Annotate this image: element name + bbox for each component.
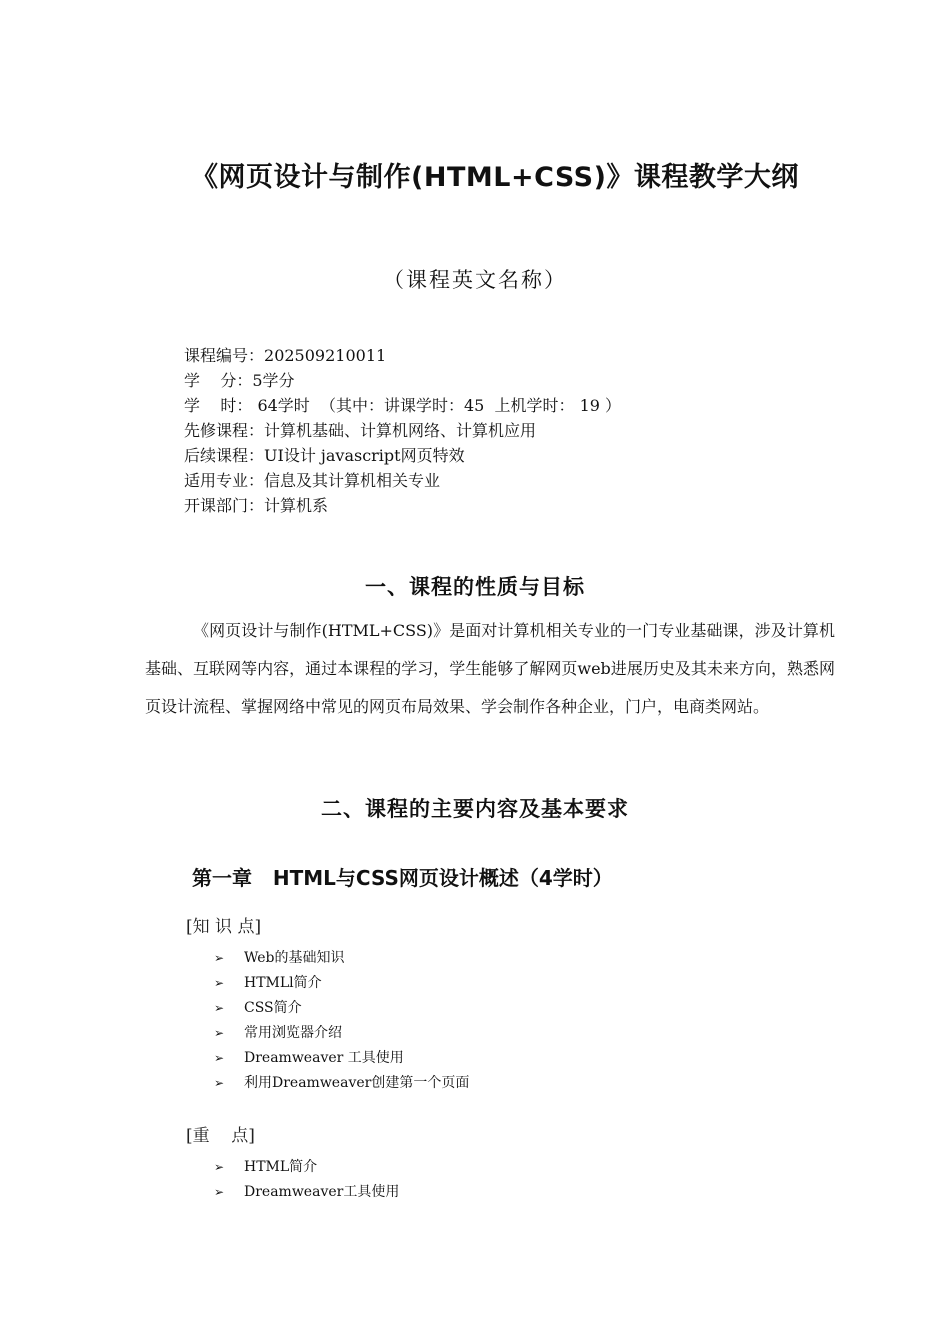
knowledge-points-label: [知 识 点] bbox=[186, 917, 262, 937]
chapter-heading: 第一章 HTML与CSS网页设计概述（4学时） bbox=[192, 866, 613, 890]
list-item-text: Dreamweaver 工具使用 bbox=[244, 1050, 404, 1066]
info-row-prerequisites bbox=[184, 418, 621, 443]
list-item bbox=[214, 1046, 469, 1071]
list-item bbox=[214, 946, 469, 971]
arrow-bullet-icon: ➢ bbox=[214, 976, 225, 990]
info-row-course-code bbox=[184, 343, 621, 368]
info-label: 先修课程： bbox=[184, 421, 265, 440]
info-value: 64学时 （其中：讲课学时：45 上机学时： 19 ） bbox=[252, 396, 622, 415]
info-row-follow-up bbox=[184, 443, 621, 468]
info-label: 适用专业： bbox=[184, 471, 265, 490]
list-item bbox=[214, 1155, 399, 1180]
list-item-text: Web的基础知识 bbox=[244, 950, 345, 966]
info-value: 计算机基础、计算机网络、计算机应用 bbox=[264, 421, 537, 440]
list-item-text: Dreamweaver工具使用 bbox=[244, 1184, 400, 1200]
arrow-bullet-icon: ➢ bbox=[214, 1160, 225, 1174]
document-subtitle: （课程英文名称） bbox=[383, 268, 567, 292]
info-label: 开课部门： bbox=[184, 496, 265, 515]
info-label: 课程编号： bbox=[184, 346, 265, 365]
list-item-text: HTMLl简介 bbox=[244, 975, 322, 991]
info-label: 后续课程： bbox=[184, 446, 265, 465]
arrow-bullet-icon: ➢ bbox=[214, 1051, 225, 1065]
arrow-bullet-icon: ➢ bbox=[214, 951, 225, 965]
arrow-bullet-icon: ➢ bbox=[214, 1001, 225, 1015]
info-value: UI设计 javascript网页特效 bbox=[264, 446, 465, 465]
info-value: 计算机系 bbox=[264, 496, 329, 515]
list-item-text: 常用浏览器介绍 bbox=[244, 1025, 342, 1041]
info-row-majors bbox=[184, 468, 621, 493]
list-item bbox=[214, 1071, 469, 1096]
arrow-bullet-icon: ➢ bbox=[214, 1076, 225, 1090]
info-value: 5学分 bbox=[252, 371, 295, 390]
key-points-label: [重 点] bbox=[186, 1126, 255, 1146]
info-value: 信息及其计算机相关专业 bbox=[264, 471, 441, 490]
info-label: 学 时： bbox=[184, 396, 253, 415]
document-title: 《网页设计与制作(HTML+CSS)》课程教学大纲 bbox=[191, 162, 799, 193]
key-points-list bbox=[214, 1155, 399, 1205]
info-value: 202509210011 bbox=[264, 346, 387, 365]
arrow-bullet-icon: ➢ bbox=[214, 1026, 225, 1040]
section-heading-nature-goals: 一、课程的性质与目标 bbox=[365, 575, 585, 599]
info-row-department bbox=[184, 493, 621, 518]
list-item bbox=[214, 1021, 469, 1046]
info-label: 学 分： bbox=[184, 371, 253, 390]
list-item-text: 利用Dreamweaver创建第一个页面 bbox=[244, 1075, 470, 1091]
list-item-text: HTML简介 bbox=[244, 1159, 318, 1175]
list-item bbox=[214, 1180, 399, 1205]
list-item-text: CSS简介 bbox=[244, 1000, 302, 1016]
list-item bbox=[214, 971, 469, 996]
course-info-block bbox=[184, 343, 621, 518]
info-row-hours bbox=[184, 393, 621, 418]
arrow-bullet-icon: ➢ bbox=[214, 1185, 225, 1199]
section-heading-main-content: 二、课程的主要内容及基本要求 bbox=[321, 797, 629, 821]
knowledge-points-list bbox=[214, 946, 469, 1096]
section-paragraph: 《网页设计与制作(HTML+CSS)》是面对计算机相关专业的一门专业基础课，涉及计算机基础、互联网等内容，通过本课程的学习，学生能够了解网页web进展历史及其未来方向，熟悉网页设计流程、掌握网络中常见的网页布局效果、学会制作各种企业，门户，电商类网站。 bbox=[145, 621, 835, 716]
info-row-credits bbox=[184, 368, 621, 393]
list-item bbox=[214, 996, 469, 1021]
